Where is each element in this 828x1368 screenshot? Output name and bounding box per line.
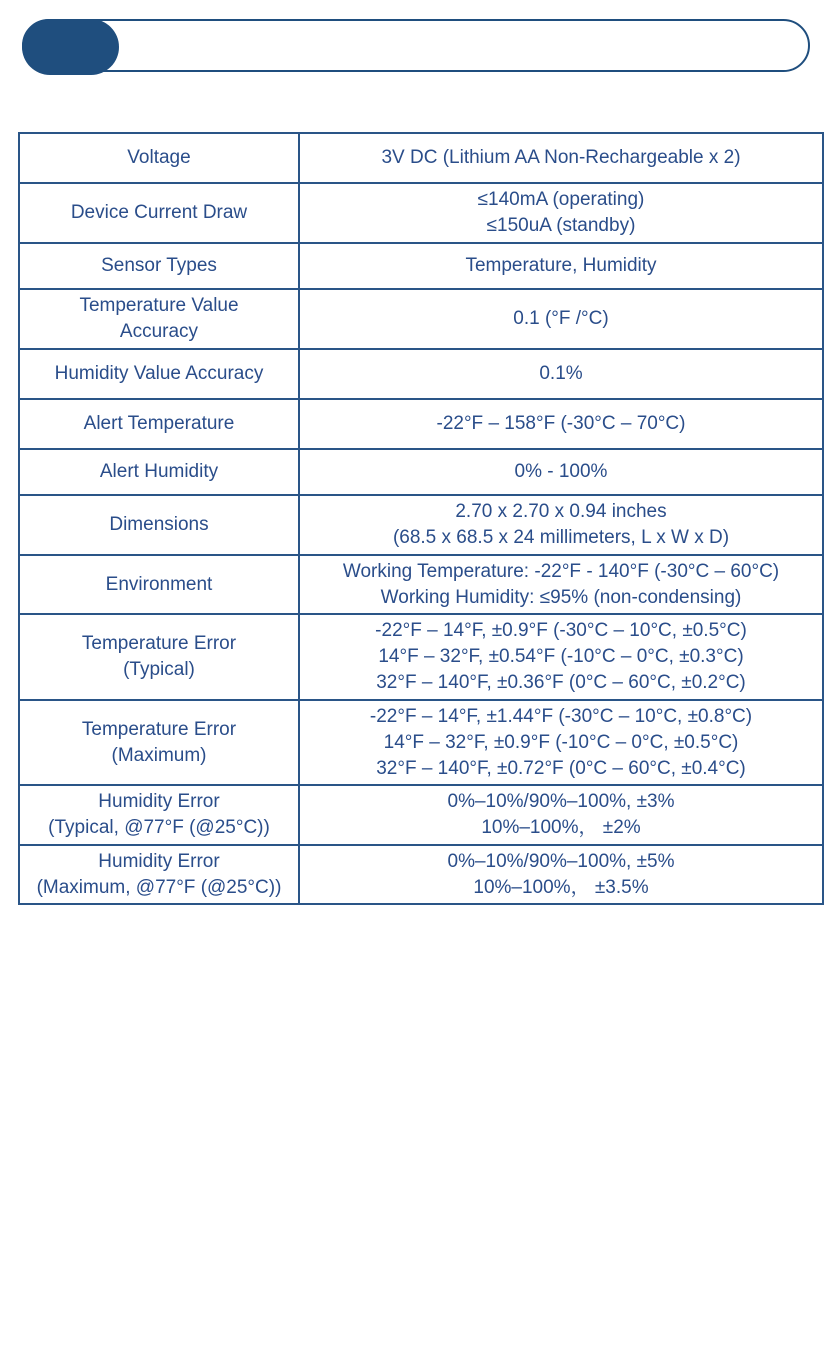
table-row [19, 243, 823, 289]
table-row [19, 289, 823, 349]
spec-label: Humidity Value Accuracy [19, 349, 299, 399]
table-row [19, 183, 823, 243]
table-row [19, 614, 823, 700]
spec-value: -22°F – 158°F (-30°C – 70°C) [299, 399, 823, 449]
table-row [19, 700, 823, 785]
spec-label: Humidity Error (Typical, @77°F (@25°C)) [19, 785, 299, 845]
spec-value: 0.1 (°F /°C) [299, 289, 823, 349]
table-row [19, 785, 823, 845]
table-row [19, 449, 823, 495]
spec-value: 0% - 100% [299, 449, 823, 495]
spec-value: 0%–10%/90%–100%, ±3% 10%–100%， ±2% [299, 785, 823, 845]
table-row [19, 133, 823, 183]
spec-label: Voltage [19, 133, 299, 183]
spec-value: 3V DC (Lithium AA Non-Rechargeable x 2) [299, 133, 823, 183]
section-header-bar [22, 19, 810, 72]
spec-label: Device Current Draw [19, 183, 299, 243]
section-header-pill [22, 19, 119, 75]
spec-label: Environment [19, 555, 299, 614]
spec-value: Working Temperature: -22°F - 140°F (-30°C – 60°C) Working Humidity: ≤95% (non-condensing) [299, 555, 823, 614]
spec-label: Alert Humidity [19, 449, 299, 495]
spec-label: Humidity Error (Maximum, @77°F (@25°C)) [19, 845, 299, 904]
spec-value: Temperature, Humidity [299, 243, 823, 289]
spec-label: Temperature Error (Typical) [19, 614, 299, 700]
table-row [19, 845, 823, 904]
spec-label: Dimensions [19, 495, 299, 555]
spec-value: 2.70 x 2.70 x 0.94 inches (68.5 x 68.5 x 24 millimeters, L x W x D) [299, 495, 823, 555]
spec-value: ≤140mA (operating) ≤150uA (standby) [299, 183, 823, 243]
table-row [19, 555, 823, 614]
spec-label: Temperature Error (Maximum) [19, 700, 299, 785]
spec-value: -22°F – 14°F, ±0.9°F (-30°C – 10°C, ±0.5°C) 14°F – 32°F, ±0.54°F (-10°C – 0°C, ±0.3°C) 32°F – 140°F, ±0.36°F (0°C – 60°C, ±0.2°C) [299, 614, 823, 700]
spec-label: Sensor Types [19, 243, 299, 289]
table-row [19, 349, 823, 399]
spec-value: -22°F – 14°F, ±1.44°F (-30°C – 10°C, ±0.8°C) 14°F – 32°F, ±0.9°F (-10°C – 0°C, ±0.5°C) 32°F – 140°F, ±0.72°F (0°C – 60°C, ±0.4°C) [299, 700, 823, 785]
spec-value: 0.1% [299, 349, 823, 399]
spec-label: Alert Temperature [19, 399, 299, 449]
spec-value: 0%–10%/90%–100%, ±5% 10%–100%， ±3.5% [299, 845, 823, 904]
spec-label: Temperature Value Accuracy [19, 289, 299, 349]
specifications-table [18, 132, 824, 905]
table-row [19, 495, 823, 555]
table-row [19, 399, 823, 449]
